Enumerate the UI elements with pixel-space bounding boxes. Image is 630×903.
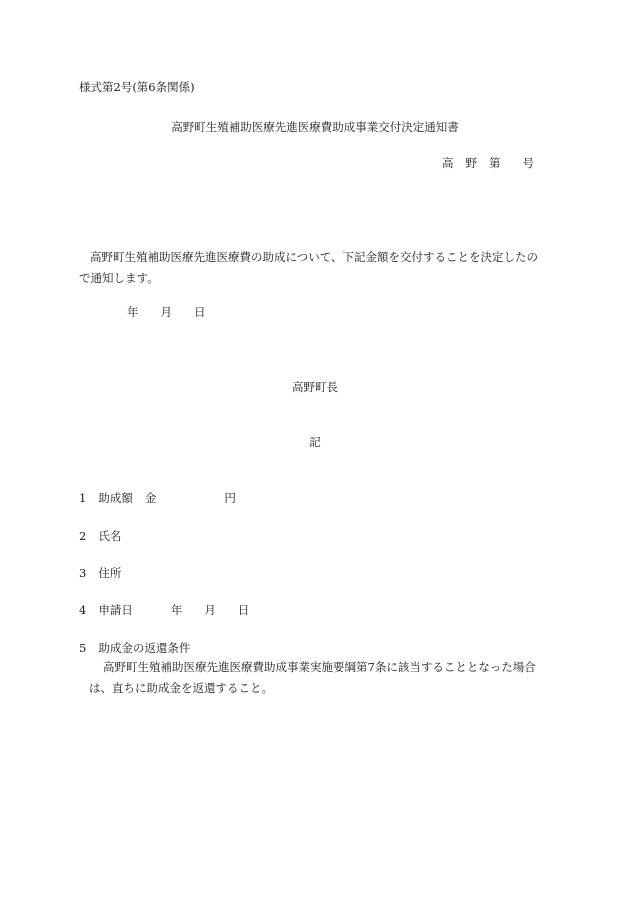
date-month: 月 — [204, 603, 216, 617]
notice-paragraph: 高野町生殖補助医療先進医療費の助成について、下記金額を交付することを決定したので通知します。 — [79, 250, 539, 285]
item-label: 助成額 — [98, 491, 133, 505]
item-number: 1 — [79, 491, 87, 505]
document-number-char: 号 — [522, 156, 534, 170]
item-number: 5 — [79, 641, 87, 655]
document-title: 高野町生殖補助医療先進医療費助成事業交付決定通知書 — [171, 120, 459, 134]
item-label: 氏名 — [98, 529, 122, 543]
item-label: 助成金の返還条件 — [98, 641, 191, 655]
date-year: 年 — [170, 603, 183, 617]
item-number: 3 — [79, 566, 87, 580]
item-name — [79, 528, 121, 544]
amount-unit: 円 — [224, 491, 236, 505]
document-number-char: 高 — [442, 156, 454, 170]
notice-date — [127, 304, 206, 320]
document-number-char: 野 — [465, 156, 477, 170]
date-day: 日 — [237, 603, 250, 617]
item-address — [79, 565, 121, 581]
date-day: 日 — [194, 305, 206, 319]
item-label: 申請日 — [98, 603, 133, 617]
item-application-date — [79, 602, 249, 618]
item-subsidy-amount — [79, 490, 236, 506]
item-repayment-conditions — [79, 640, 190, 656]
amount-prefix: 金 — [144, 491, 157, 505]
repayment-conditions-text: 高野町生殖補助医療先進医療費助成事業実施要綱第7条に該当することとなった場合は、直ちに助成金を返還すること。 — [89, 660, 536, 695]
ki-heading: 記 — [309, 435, 321, 449]
date-year: 年 — [127, 305, 139, 319]
date-month: 月 — [160, 305, 172, 319]
item-number: 4 — [79, 603, 87, 617]
form-label: 様式第2号(第6条関係) — [79, 80, 195, 94]
document-number — [442, 155, 534, 171]
item-label: 住所 — [98, 566, 122, 580]
issuer-name: 高野町長 — [292, 380, 338, 394]
item-number: 2 — [79, 529, 87, 543]
document-number-char: 第 — [489, 156, 501, 170]
